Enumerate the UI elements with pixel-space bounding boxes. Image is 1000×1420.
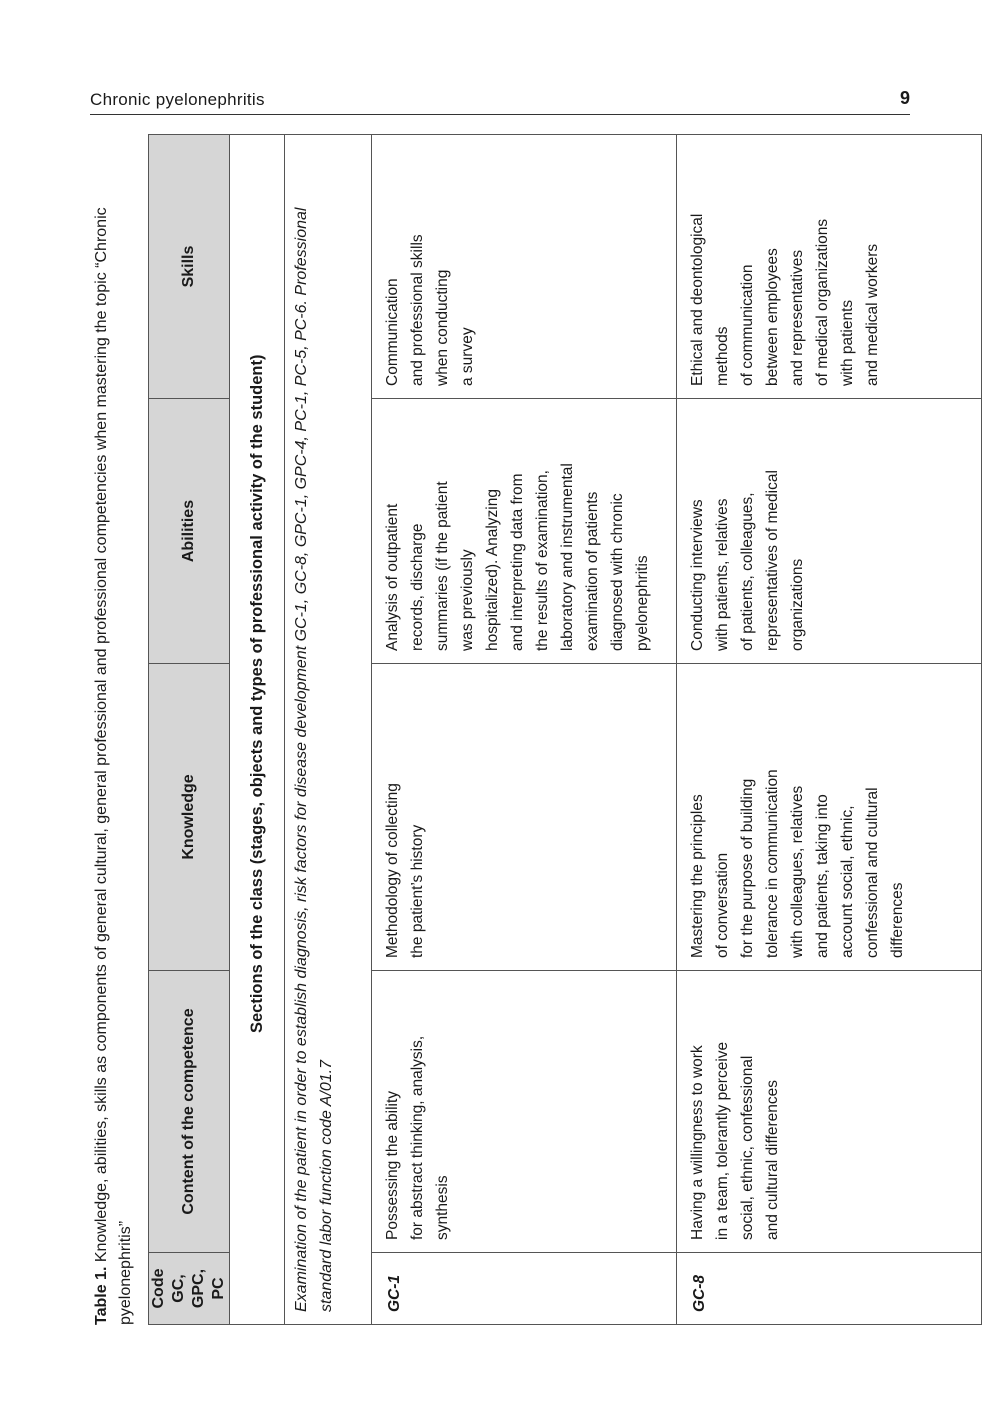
row-abilities: Conducting interviews with patients, relatives of patients, colleagues, representatives of medical organizations xyxy=(677,399,982,664)
row-skills: Ethical and deontological methods of communication between employees and representatives of medical organizations with patients and medical workers xyxy=(677,135,982,399)
table-caption-text: Knowledge, abilities, skills as components of general cultural, general professional and professional competencies when mastering the topic “Chronic pyelonephritis” xyxy=(93,207,134,1325)
row-skills: Communication and professional skills when conducting a survey xyxy=(372,135,677,399)
header-knowledge: Knowledge xyxy=(149,664,230,971)
competence-table xyxy=(148,134,982,1325)
header-abilities: Abilities xyxy=(149,399,230,664)
rotated-table-block xyxy=(90,135,910,1325)
table-header-row xyxy=(149,135,230,1325)
row-knowledge: Methodology of collecting the patient’s history xyxy=(372,664,677,971)
row-knowledge: Mastering the principles of conversation for the purpose of building tolerance in communication with colleagues, relatives and patients, taking into account social, ethnic, confessional and cultural differences xyxy=(677,664,982,971)
subsection-row xyxy=(285,135,372,1325)
table-caption xyxy=(90,135,138,1325)
running-header xyxy=(90,88,910,115)
table-row xyxy=(372,135,677,1325)
header-skills: Skills xyxy=(149,135,230,399)
row-abilities: Analysis of outpatient records, discharge summaries (if the patient was previously hospitalized). Analyzing and interpreting data from the results of examination, laboratory and instrumental examination of patients diagnosed with chronic pyelonephritis xyxy=(372,399,677,664)
page-number: 9 xyxy=(899,88,910,108)
subsection-text: Examination of the patient in order to establish diagnosis, risk factors for disease development GC-1, GC-8, GPC-1, GPC-4, PC-1, PC-5, PC-6. Professional standard labor function code A/01.7 xyxy=(285,135,372,1325)
header-code: Code GC, GPC, PC xyxy=(149,1253,230,1325)
row-content: Possessing the ability for abstract thinking, analysis, synthesis xyxy=(372,971,677,1253)
row-content: Having a willingness to work in a team, tolerantly perceive social, ethnic, confessional and cultural differences xyxy=(677,971,982,1253)
section-row xyxy=(230,135,285,1325)
row-code: GC-8 xyxy=(677,1253,982,1325)
table-row xyxy=(677,135,982,1325)
table-caption-label: Table 1. xyxy=(93,1266,110,1325)
running-title: Chronic pyelonephritis xyxy=(90,90,265,109)
section-spacer xyxy=(230,1253,285,1325)
row-code: GC-1 xyxy=(372,1253,677,1325)
header-content: Content of the competence xyxy=(149,971,230,1253)
section-title: Sections of the class (stages, objects and types of professional activity of the student) xyxy=(230,135,285,1253)
